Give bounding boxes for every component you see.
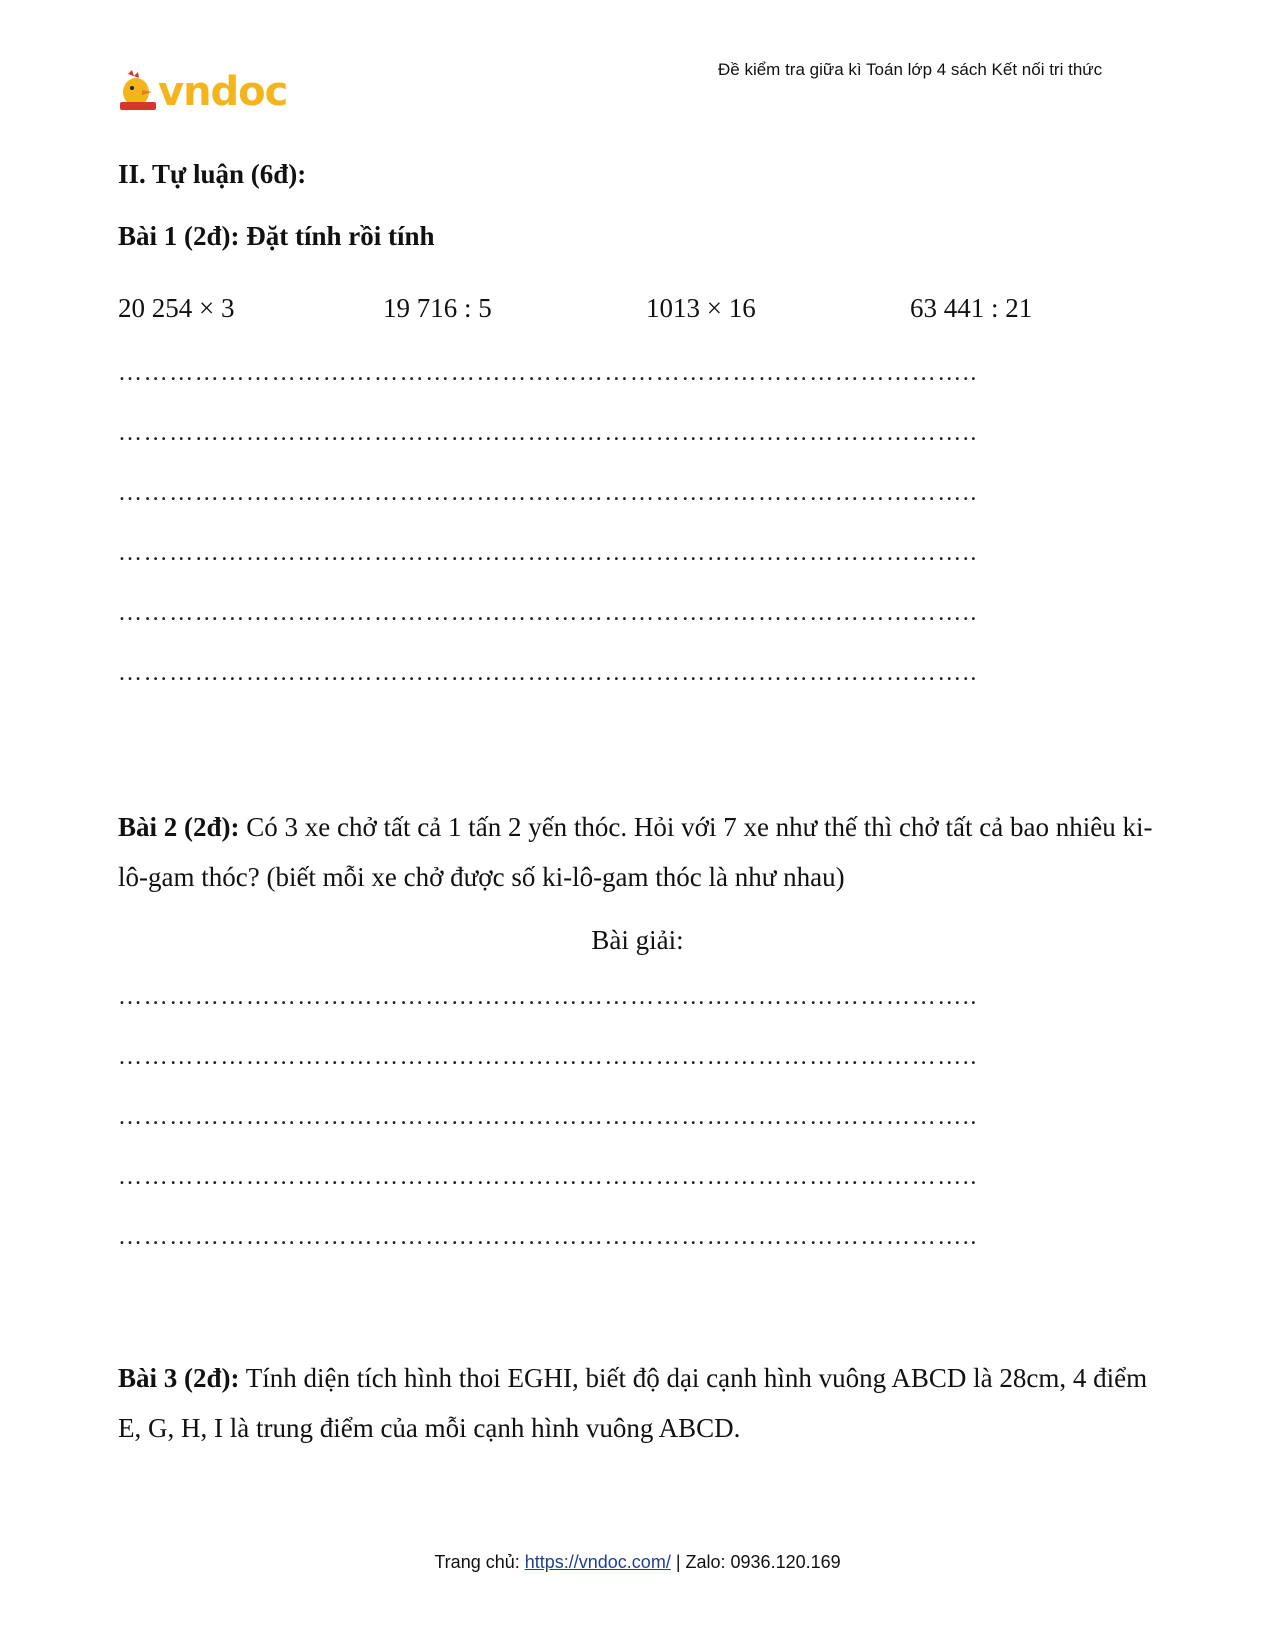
answer-line: ……………………………………………………………………………………….. (118, 1044, 978, 1070)
expression-4: 63 441 : 21 (910, 293, 1033, 323)
answer-line: ……………………………………………………………………………………….. (118, 360, 978, 386)
bai2-text: Có 3 xe chở tất cả 1 tấn 2 yến thóc. Hỏi với 7 xe như thế thì chở tất cả bao nhiêu ki-lô-gam thóc? (biết mỗi xe chở được số ki-lô-gam thóc là như nhau) (118, 812, 1153, 892)
footer-prefix: Trang chủ: (434, 1552, 525, 1572)
bai2-question (118, 802, 1168, 902)
answer-line: ……………………………………………………………………………………….. (118, 1164, 978, 1190)
section-title: II. Tự luận (6đ): (118, 159, 307, 189)
bai2-label: Bài 2 (2đ): (118, 812, 240, 842)
expression-1: 20 254 × 3 (118, 293, 235, 323)
answer-line: ……………………………………………………………………………………….. (118, 1224, 978, 1250)
answer-line: ……………………………………………………………………………………….. (118, 480, 978, 506)
homepage-link[interactable]: https://vndoc.com/ (524, 1552, 671, 1572)
answer-line: ……………………………………………………………………………………….. (118, 420, 978, 446)
vndoc-logo (118, 70, 287, 114)
bai3-label: Bài 3 (2đ): (118, 1363, 240, 1393)
mascot-icon (118, 70, 158, 114)
answer-line: ……………………………………………………………………………………….. (118, 984, 978, 1010)
answer-line: ……………………………………………………………………………………….. (118, 540, 978, 566)
logo-text: vndoc (158, 69, 288, 115)
footer (0, 1552, 1275, 1573)
expression-2: 19 716 : 5 (383, 293, 492, 323)
footer-suffix: | Zalo: 0936.120.169 (670, 1552, 841, 1572)
header-title: Đề kiểm tra giữa kì Toán lớp 4 sách Kết nối tri thức (718, 60, 1103, 79)
bai1-title: Bài 1 (2đ): Đặt tính rồi tính (118, 221, 435, 251)
expression-3: 1013 × 16 (646, 293, 756, 323)
solution-label: Bài giải: (591, 925, 684, 955)
answer-line: ……………………………………………………………………………………….. (118, 660, 978, 686)
answer-line: ……………………………………………………………………………………….. (118, 1104, 978, 1130)
bai3-text: Tính diện tích hình thoi EGHI, biết độ dại cạnh hình vuông ABCD là 28cm, 4 điểm E, G, H, I là trung điểm của mỗi cạnh hình vuông ABCD. (118, 1363, 1148, 1443)
bai3-question (118, 1353, 1168, 1453)
answer-line: ……………………………………………………………………………………….. (118, 600, 978, 626)
